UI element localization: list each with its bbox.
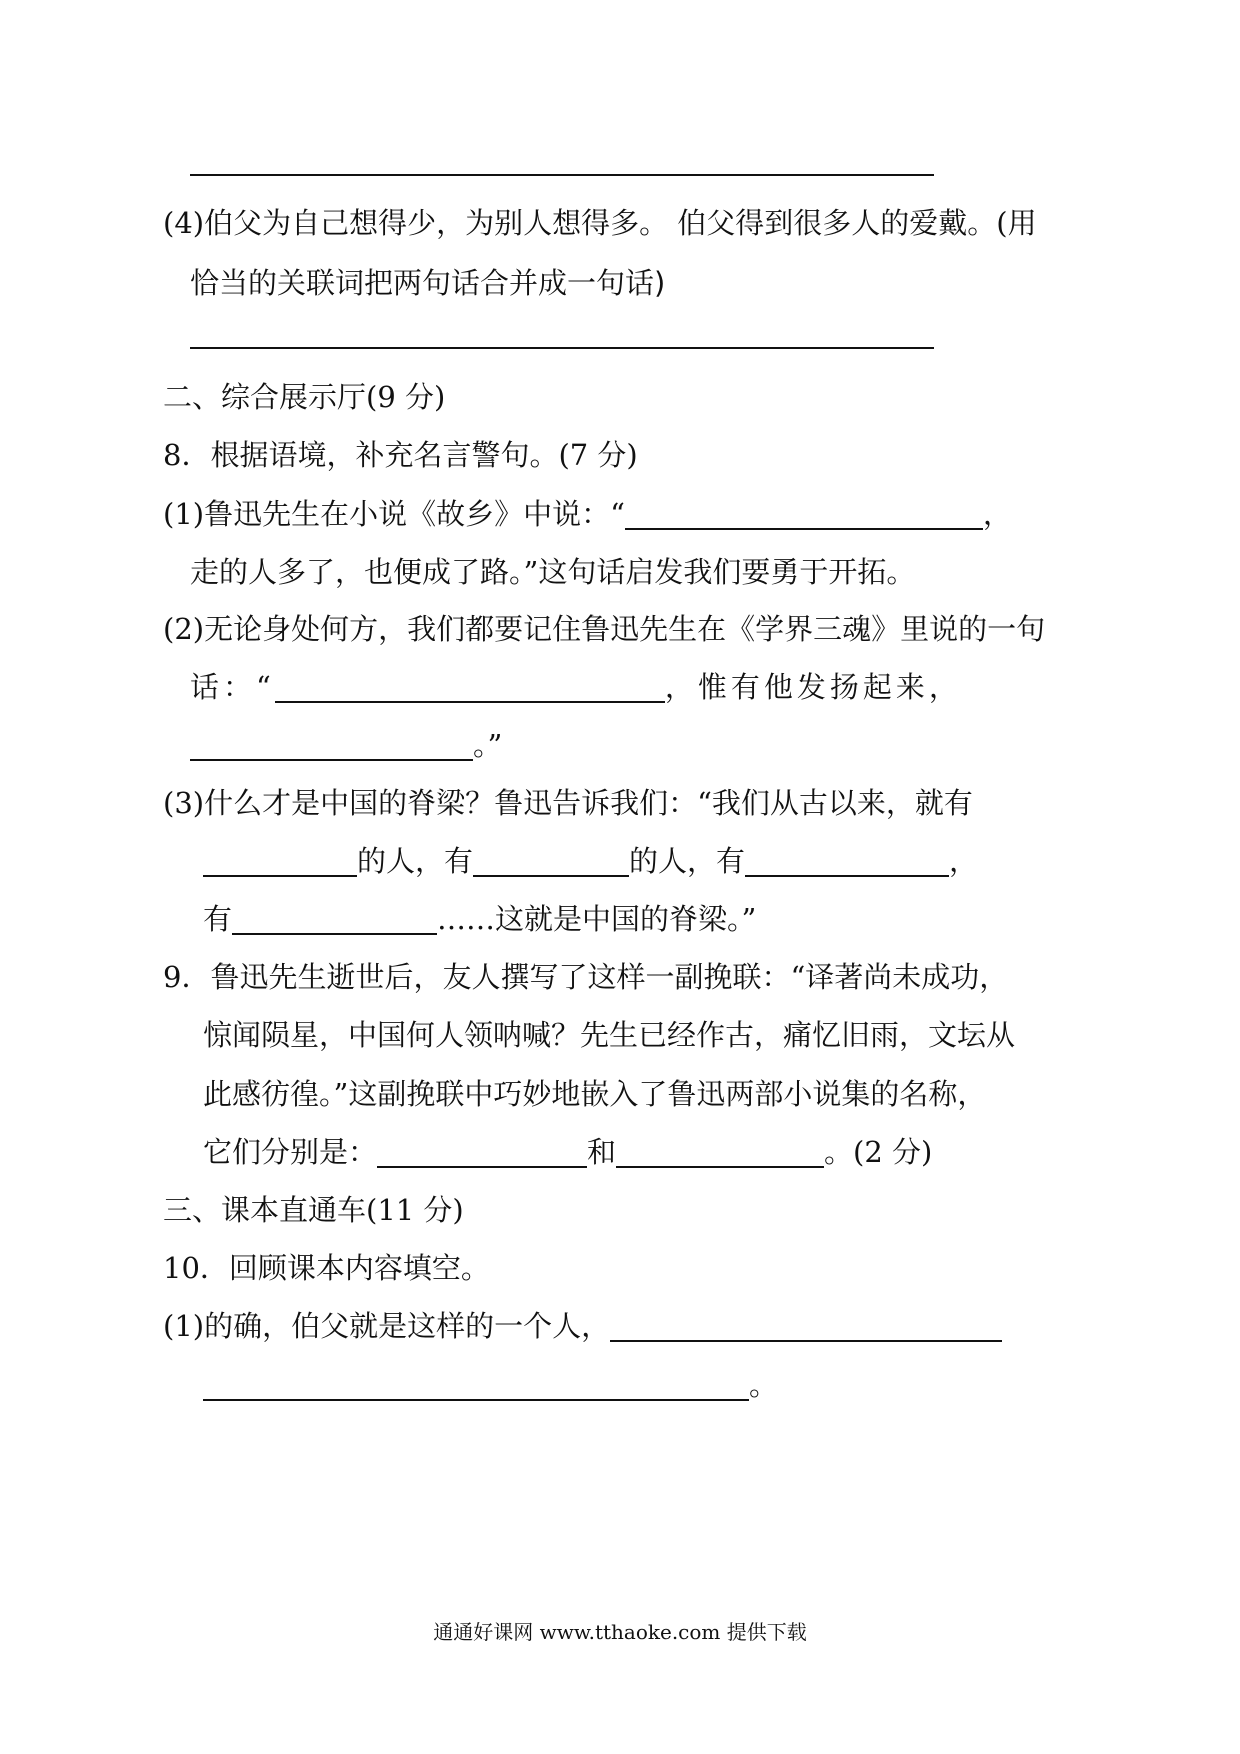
section-3-title: 三、课本直通车(11 分) (163, 1193, 464, 1227)
q7-4-line2: 恰当的关联词把两句话合并成一句话) (190, 266, 666, 300)
q10-1-blank-2[interactable] (203, 1369, 749, 1401)
q8-3-line3 (203, 899, 756, 939)
q7-4-line1: (4)伯父为自己想得少，为别人想得多。 伯父得到很多人的爱戴。(用 (163, 206, 1037, 240)
q9-line2: 惊闻陨星，中国何人领呐喊？先生已经作古，痛忆旧雨，文坛从 (203, 1018, 1016, 1052)
q8-3-blank-3[interactable] (745, 845, 949, 877)
q8-stem: 8．根据语境，补充名言警句。(7 分) (163, 438, 638, 472)
q9-prompt: 它们分别是： (203, 1135, 378, 1169)
q8-3-line2 (203, 841, 978, 881)
answer-line-q7-3[interactable] (190, 174, 934, 176)
q8-1-prompt: (1)鲁迅先生在小说《故乡》中说：“ (163, 497, 625, 531)
q10-1-blank-1[interactable] (610, 1310, 1002, 1342)
q8-1-comma: ， (982, 497, 1012, 531)
q8-2-prompt: 话：“ (190, 670, 275, 704)
q8-2-line1: (2)无论身处何方，我们都要记住鲁迅先生在《学界三魂》里说的一句 (163, 612, 1046, 646)
q8-2-middle: ，惟有他发扬起来， (664, 670, 962, 704)
q9-line1: 9．鲁迅先生逝世后，友人撰写了这样一副挽联：“译著尚未成功， (163, 960, 1009, 994)
q9-and: 和 (587, 1135, 617, 1169)
q8-3-line1: (3)什么才是中国的脊梁？鲁迅告诉我们：“我们从古以来，就有 (163, 786, 973, 820)
q8-2-end: 。” (473, 728, 503, 762)
q8-3-you: 有 (203, 902, 233, 936)
q9-line3: 此感彷徨。”这副挽联中巧妙地嵌入了鲁迅两部小说集的名称， (203, 1077, 987, 1111)
q8-1-line2: 走的人多了，也便成了路。”这句话启发我们要勇于开拓。 (190, 555, 916, 589)
q9-blank-1[interactable] (377, 1136, 587, 1168)
q8-3-comma: ， (949, 844, 979, 878)
q9-line4 (203, 1132, 932, 1172)
q8-1-line1 (163, 494, 1012, 534)
page-footer: 通通好课网 www.tthaoke.com 提供下载 (433, 1620, 807, 1644)
q8-3-blank-2[interactable] (473, 845, 629, 877)
q8-3-blank-1[interactable] (203, 845, 357, 877)
q8-3-text-1: 的人，有 (357, 844, 474, 878)
q10-1-prompt: (1)的确，伯父就是这样的一个人， (163, 1309, 611, 1343)
q8-2-blank-1[interactable] (275, 671, 665, 703)
q8-3-blank-4[interactable] (232, 903, 437, 935)
q10-stem: 10．回顾课本内容填空。 (163, 1251, 490, 1285)
q9-score: 。(2 分) (824, 1135, 933, 1169)
q8-1-blank[interactable] (625, 498, 983, 530)
q10-1-end: 。 (749, 1368, 779, 1402)
section-2-title: 二、综合展示厅(9 分) (163, 380, 446, 414)
q8-3-text-2: 的人，有 (629, 844, 746, 878)
answer-line-q7-4[interactable] (190, 347, 934, 349)
q8-2-line2 (190, 667, 962, 707)
q10-1-line2 (203, 1365, 778, 1405)
q8-3-end: ……这就是中国的脊梁。” (437, 902, 757, 936)
q8-2-line3 (190, 725, 502, 765)
q10-1-line1 (163, 1306, 1002, 1346)
q8-2-blank-2[interactable] (190, 729, 473, 761)
q9-blank-2[interactable] (616, 1136, 824, 1168)
